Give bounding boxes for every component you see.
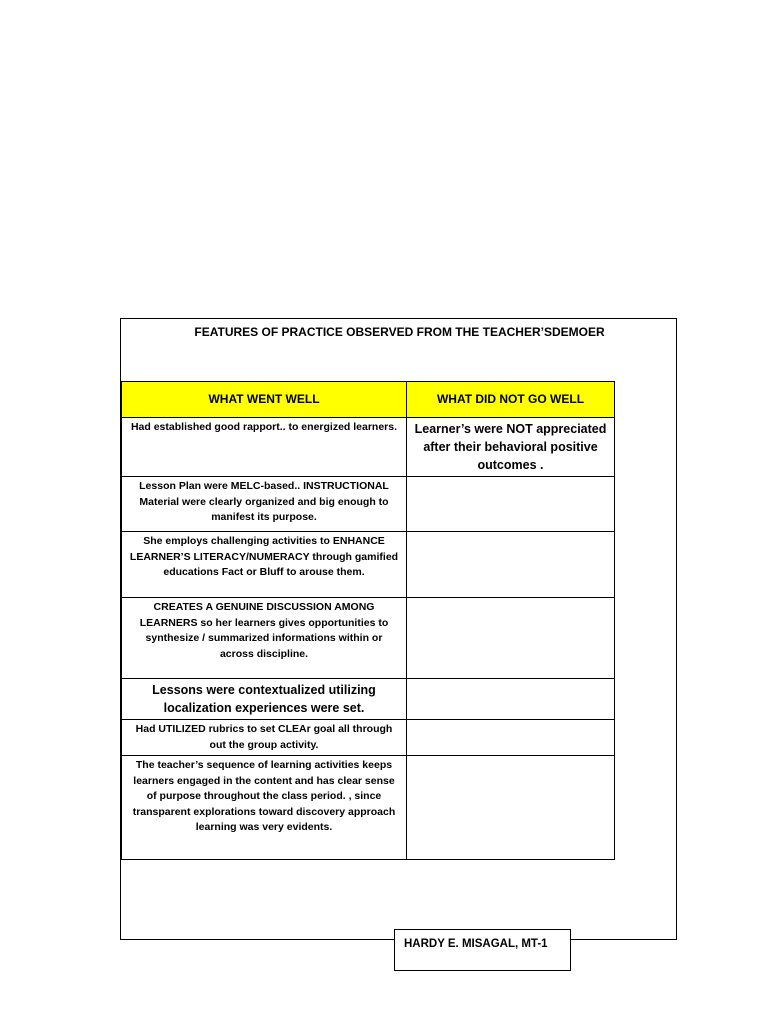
signature-box: HARDY E. MISAGAL, MT-1 (394, 929, 571, 971)
column-header-went-well: WHAT WENT WELL (122, 382, 407, 418)
observation-table (121, 381, 615, 860)
table-row (122, 756, 615, 860)
table-row (122, 720, 615, 756)
table-row (122, 598, 615, 679)
went-well-cell: Lesson Plan were MELC-based.. INSTRUCTIONAL Material were clearly organized and big enough to manifest its purpose. (122, 477, 407, 532)
table-row (122, 679, 615, 720)
observation-form-frame (120, 318, 677, 940)
column-header-not-well: WHAT DID NOT GO WELL (407, 382, 615, 418)
went-well-cell: CREATES A GENUINE DISCUSSION AMONG LEARNERS so her learners gives opportunities to synthesize / summarized informations within or across discipline. (122, 598, 407, 679)
not-well-cell (407, 532, 615, 598)
went-well-cell: She employs challenging activities to ENHANCE LEARNER’S LITERACY/NUMERACY through gamified educations Fact or Bluff to arouse them. (122, 532, 407, 598)
not-well-cell (407, 477, 615, 532)
not-well-cell (407, 598, 615, 679)
went-well-cell: The teacher’s sequence of learning activities keeps learners engaged in the content and has clear sense of purpose throughout the class period. , since transparent explorations toward discovery approach learning was very evidents. (122, 756, 407, 860)
went-well-cell: Had established good rapport.. to energized learners. (122, 418, 407, 477)
table-row (122, 418, 615, 477)
table-header-row (122, 382, 615, 418)
not-well-cell (407, 720, 615, 756)
went-well-cell: Lessons were contextualized utilizing localization experiences were set. (122, 679, 407, 720)
not-well-cell (407, 756, 615, 860)
table-row (122, 477, 615, 532)
not-well-cell (407, 679, 615, 720)
form-title: FEATURES OF PRACTICE OBSERVED FROM THE TEACHER’SDEMOER (194, 325, 605, 339)
went-well-cell: Had UTILIZED rubrics to set CLEAr goal all through out the group activity. (122, 720, 407, 756)
table-row (122, 532, 615, 598)
not-well-cell: Learner’s were NOT appreciated after their behavioral positive outcomes . (407, 418, 615, 477)
